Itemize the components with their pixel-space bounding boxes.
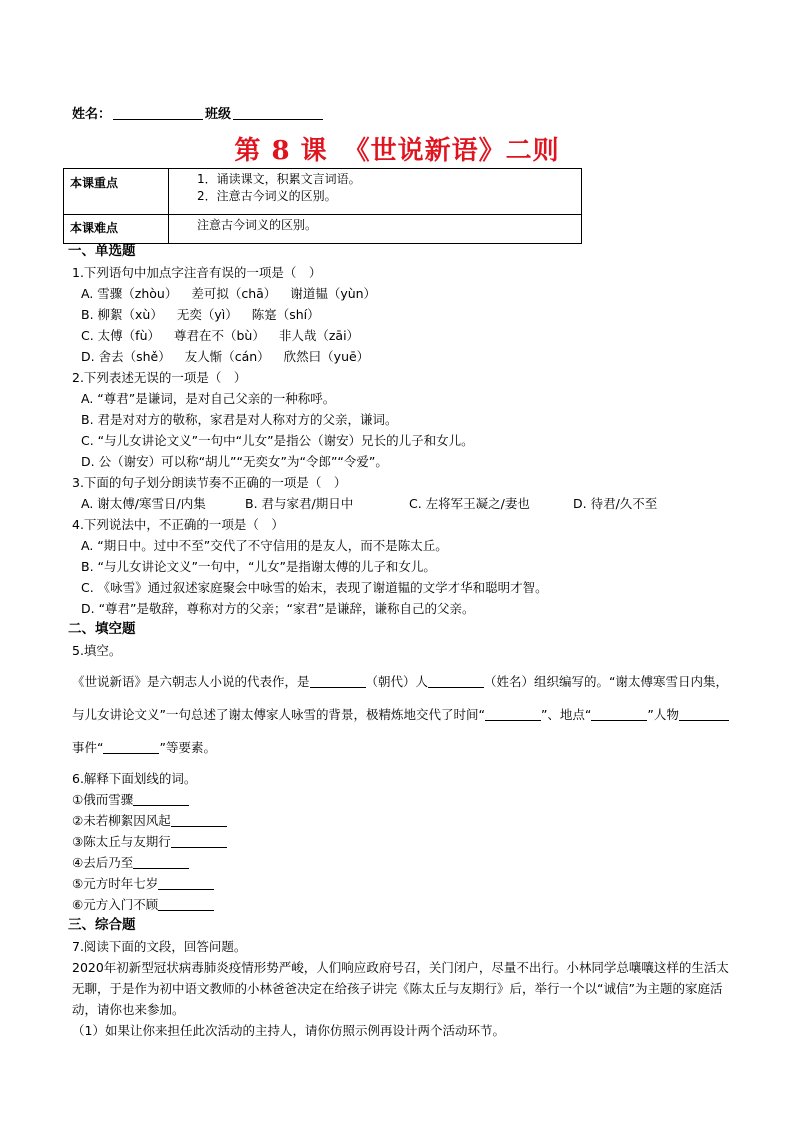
q5-text-6: 事件“ <box>72 740 104 755</box>
difficulty-label: 本课难点 <box>64 215 169 244</box>
q1-d-2: 友人惭（cán） <box>184 349 270 364</box>
q1-d-3: 欣然曰（yuē） <box>283 349 370 364</box>
name-blank[interactable] <box>113 107 203 120</box>
key-value <box>169 169 582 215</box>
q5-text-4: ”、地点“ <box>540 707 592 722</box>
q1-b-3: 陈寔（shí） <box>251 307 320 322</box>
question-3 <box>72 472 737 514</box>
question-4-stem: 4.下列说法中，不正确的一项是（ ） <box>72 517 284 532</box>
q5-blank-people[interactable] <box>679 706 729 721</box>
key-points-table <box>63 168 582 244</box>
question-5-stem: 5.填空。 <box>72 643 122 658</box>
lesson-title: 《世说新语》二则 <box>343 136 560 166</box>
question-2 <box>72 367 737 472</box>
question-6-stem: 6.解释下面划线的词。 <box>72 771 197 786</box>
q4-option-c[interactable]: C. 《咏雪》通过叙述家庭聚会中咏雪的始末，表现了谢道韫的文学才华和聪明才智。 <box>81 580 548 595</box>
q5-blank-dynasty[interactable] <box>310 673 366 688</box>
q4-option-b[interactable]: B. “与儿女讲论文义”一句中，“儿女”是指谢太傅的儿子和女儿。 <box>81 559 436 574</box>
section-heading-comprehensive: 三、综合题 <box>68 917 136 933</box>
q6-item-4 <box>72 852 737 873</box>
q4-option-a[interactable]: A. “期日中。过中不至”交代了不守信用的是友人，而不是陈太丘。 <box>81 538 448 553</box>
lesson-number: 第 8 课 <box>234 136 328 166</box>
q2-option-c[interactable]: C. “与儿女讲论文义”一句中“儿女”是指公（谢安）兄长的儿子和女儿。 <box>81 433 474 448</box>
q1-option-a[interactable] <box>72 283 737 304</box>
q6-blank-4[interactable] <box>133 854 189 869</box>
question-1 <box>72 262 737 367</box>
q6-blank-5[interactable] <box>158 875 214 890</box>
q1-option-d[interactable] <box>72 346 737 367</box>
q6-item-5-text: ⑤元方时年七岁 <box>72 876 159 891</box>
difficulty-row <box>64 215 582 244</box>
q6-item-4-text: ④去后乃至 <box>72 855 134 870</box>
q2-option-d[interactable]: D. 公（谢安）可以称“胡儿”“无奕女”为“令郎”“令爱”。 <box>81 454 388 469</box>
q5-blank-time[interactable] <box>485 706 541 721</box>
q3-option-b[interactable]: B. 君与家君/期日中 <box>245 496 354 511</box>
q1-c-2: 尊君在不（bù） <box>174 328 265 343</box>
question-1-stem: 1.下列语句中加点字注音有误的一项是（ ） <box>72 265 322 280</box>
question-7-stem: 7.阅读下面的文段，回答问题。 <box>72 939 247 954</box>
section-heading-single-choice: 一、单选题 <box>68 243 136 259</box>
q6-item-2 <box>72 810 737 831</box>
q6-item-6 <box>72 894 737 915</box>
q1-b-1: B. 柳絮（xù） <box>81 307 163 322</box>
key-point-2: 2．注意古今词义的区别。 <box>197 189 337 203</box>
question-6 <box>72 768 737 915</box>
q5-text-7: ”等要素。 <box>159 740 216 755</box>
question-5 <box>72 640 737 764</box>
q3-option-d[interactable]: D. 待君/久不至 <box>573 496 658 511</box>
question-7 <box>72 936 737 1041</box>
q6-blank-6[interactable] <box>158 896 214 911</box>
key-point-1: 1．诵读课文，积累文言词语。 <box>197 172 361 186</box>
class-label: 班级 <box>205 107 232 122</box>
q6-item-3-text: ③陈太丘与友期行 <box>72 834 171 849</box>
q2-option-a[interactable]: A. “尊君”是谦词，是对自己父亲的一种称呼。 <box>81 391 336 406</box>
q3-option-c[interactable]: C. 左将军王凝之/妻也 <box>409 496 530 511</box>
q6-item-1-text: ①俄而雪骤 <box>72 792 134 807</box>
q1-d-1: D. 舍去（shě） <box>81 349 171 364</box>
q1-c-3: 非人哉（zāi） <box>278 328 360 343</box>
q6-blank-3[interactable] <box>171 833 227 848</box>
q5-text-3: （姓名）组织编写的。“谢太傅寒雪日内集，与儿女讲论文义”一句总述了谢太傅家人咏雪的背景，极精炼地交代了时间“ <box>72 674 729 722</box>
q1-b-2: 无奕（yì） <box>176 307 238 322</box>
name-label: 姓名： <box>72 107 112 122</box>
class-blank[interactable] <box>233 107 323 120</box>
question-3-stem: 3.下面的句子划分朗读节奏不正确的一项是（ ） <box>72 475 347 490</box>
q1-c-1: C. 太傅（fù） <box>81 328 160 343</box>
q1-a-2: 差可拟（chā） <box>191 286 277 301</box>
q3-option-a[interactable]: A. 谢太傅/寒雪日/内集 <box>81 496 206 511</box>
q1-option-c[interactable] <box>72 325 737 346</box>
q6-item-2-text: ②未若柳絮因风起 <box>72 813 171 828</box>
q1-a-1: A. 雪骤（zhòu） <box>81 286 178 301</box>
key-row <box>64 169 582 215</box>
question-7-passage: 2020年初新型冠状病毒肺炎疫情形势严峻，人们响应政府号召，关门闭户，尽量不出行。小林同学总嚷嚷这样的生活太无聊，于是作为初中语文教师的小林爸爸决定在给孩子讲完《陈太丘与友期行》后，举行一个以“诚信”为主题的家庭活动，请你也来参加。 <box>72 960 729 1017</box>
q6-blank-2[interactable] <box>171 812 227 827</box>
question-2-stem: 2.下列表述无误的一项是（ ） <box>72 370 247 385</box>
worksheet-content <box>68 241 737 1041</box>
key-label: 本课重点 <box>64 169 169 215</box>
q5-blank-author[interactable] <box>428 673 484 688</box>
question-5-paragraph <box>72 665 737 764</box>
q1-a-3: 谢道韫（yùn） <box>290 286 377 301</box>
q6-item-5 <box>72 873 737 894</box>
q1-option-b[interactable] <box>72 304 737 325</box>
q6-item-3 <box>72 831 737 852</box>
q3-options <box>72 493 737 514</box>
q6-item-6-text: ⑥元方入门不顾 <box>72 897 159 912</box>
difficulty-value: 注意古今词义的区别。 <box>169 215 582 244</box>
q2-option-b[interactable]: B. 君是对对方的敬称，家君是对人称对方的父亲，谦词。 <box>81 412 398 427</box>
q5-text-1: 《世说新语》是六朝志人小说的代表作，是 <box>72 674 310 689</box>
section-heading-fill-in: 二、填空题 <box>68 621 136 637</box>
q6-blank-1[interactable] <box>133 791 189 806</box>
q5-text-5: ”人物 <box>647 707 679 722</box>
question-7-sub-1: （1）如果让你来担任此次活动的主持人，请你仿照示例再设计两个活动环节。 <box>72 1023 505 1038</box>
name-class-line <box>72 103 325 122</box>
question-4 <box>72 514 737 619</box>
q6-item-1 <box>72 789 737 810</box>
q4-option-d[interactable]: D. “尊君”是敬辞，尊称对方的父亲；“家君”是谦辞，谦称自己的父亲。 <box>81 601 475 616</box>
q5-blank-event[interactable] <box>103 739 159 754</box>
q5-text-2: （朝代）人 <box>365 674 429 689</box>
q5-blank-place[interactable] <box>591 706 647 721</box>
page-title <box>0 130 794 167</box>
